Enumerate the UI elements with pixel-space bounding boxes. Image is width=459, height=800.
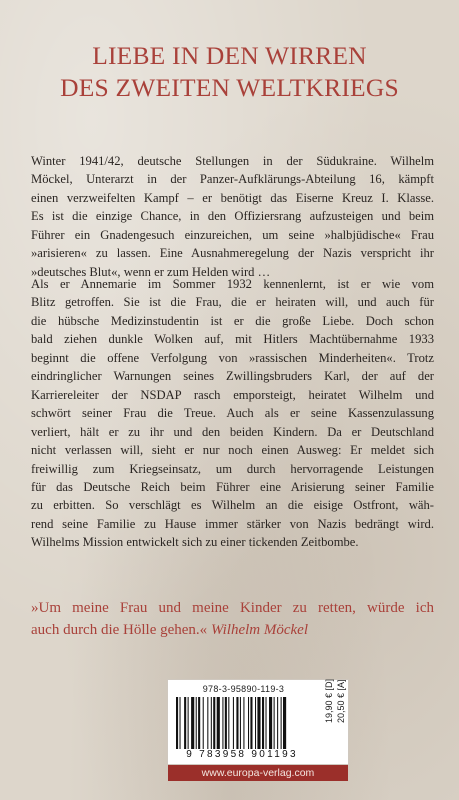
blurb-paragraph-2	[31, 275, 434, 552]
blurb-line: nicht verlassen will, sieht er nur noch einen Ausweg: Er meldet sich	[31, 443, 434, 458]
blurb-line: verliert, hält er zu ihr und den beiden Kindern. Da er Deutschland	[31, 424, 434, 439]
blurb-line: Führer ein Gnadengesuch einzureichen, um seine »halbjüdische« Frau	[31, 227, 434, 242]
headline	[0, 40, 459, 104]
blurb-line: Karriereleiter der NSDAP rasch emporsteigt, heiratet Wilhelm und	[31, 387, 434, 402]
blurb-line: Wilhelms Mission entwickelt sich zu einer tickenden Zeitbombe.	[31, 535, 359, 550]
price-block	[318, 678, 348, 764]
blurb-line: rend seine Familie zu Hause immer stärker von Nazis bedrängt wird.	[31, 516, 434, 531]
blurb-paragraph-1	[31, 152, 434, 281]
blurb-line: »deutsches Blut«, wenn er zum Helden wird …	[31, 264, 271, 279]
blurb-line: bald ziehen dunkle Wolken auf, mit Hitlers Machtübernahme 1933	[31, 332, 434, 347]
blurb-line: eindringlicher Warnungen seines Zwillingsbruders Karl, der auf der	[31, 369, 434, 384]
blurb-line: die hübsche Medizinstudentin ist er die große Liebe. Doch schon	[31, 313, 434, 328]
quote-line-2	[31, 619, 434, 641]
blurb-line: Als er Annemarie im Sommer 1932 kennenlernt, ist er wie vom	[31, 277, 434, 291]
quote-author: Wilhelm Möckel	[210, 622, 308, 638]
blurb-line: Winter 1941/42, deutsche Stellungen in der Südukraine. Wilhelm	[31, 154, 434, 168]
blurb-line: Blitz getroffen. Sie ist die Frau, die er heiraten will, und auch für	[31, 295, 434, 310]
quote-line-1: »Um meine Frau und meine Kinder zu retten, würde ich	[31, 600, 434, 616]
barcode-icon	[176, 697, 311, 749]
quote-text: auch durch die Hölle gehen.«	[31, 622, 208, 638]
blurb-line: »arisieren« zu lassen. Eine Ausnahmeregelung der Nazis verspricht ihr	[31, 246, 434, 261]
barcode-label	[168, 680, 348, 764]
blurb-line: für das Deutsche Reich beim Führer eine Arisierung seiner Familie	[31, 479, 434, 494]
price-germany: 19,90 € [D]	[324, 678, 334, 723]
blurb-line: beginnt die offene Verfolgung von »rassischen Minderheiten«. Trotz	[31, 350, 434, 365]
blurb-line: zu erbitten. So verschlägt es Wilhelm an die eisige Ostfront, wäh-	[31, 498, 434, 513]
blurb-line: Es ist die einzige Chance, in den Offiziersrang aufzusteigen und beim	[31, 209, 434, 224]
headline-line-2: DES ZWEITEN WELTKRIEGS	[60, 73, 399, 102]
publisher-url[interactable]: www.europa-verlag.com	[168, 765, 348, 781]
price-austria: 20,50 € [A]	[336, 679, 346, 723]
blurb-line: schwört seiner Frau die Treue. Auch als er seine Kassenzulassung	[31, 406, 434, 421]
headline-line-1: LIEBE IN DEN WIRREN	[92, 41, 367, 70]
blurb-line: einen verzweifelten Kampf – er benötigt das Eiserne Kreuz I. Klasse.	[31, 190, 434, 205]
blurb-line: freiwillig zum Kriegseinsatz, um durch hervorragende Leistungen	[31, 461, 434, 476]
isbn-text: 978-3-95890-119-3	[202, 684, 285, 694]
author-quote	[31, 597, 434, 641]
blurb-line: Möckel, Unterarzt in der Panzer-Aufklärungs-Abteilung 16, kämpft	[31, 172, 434, 187]
barcode-digits: 9 783958 901193	[186, 749, 298, 760]
